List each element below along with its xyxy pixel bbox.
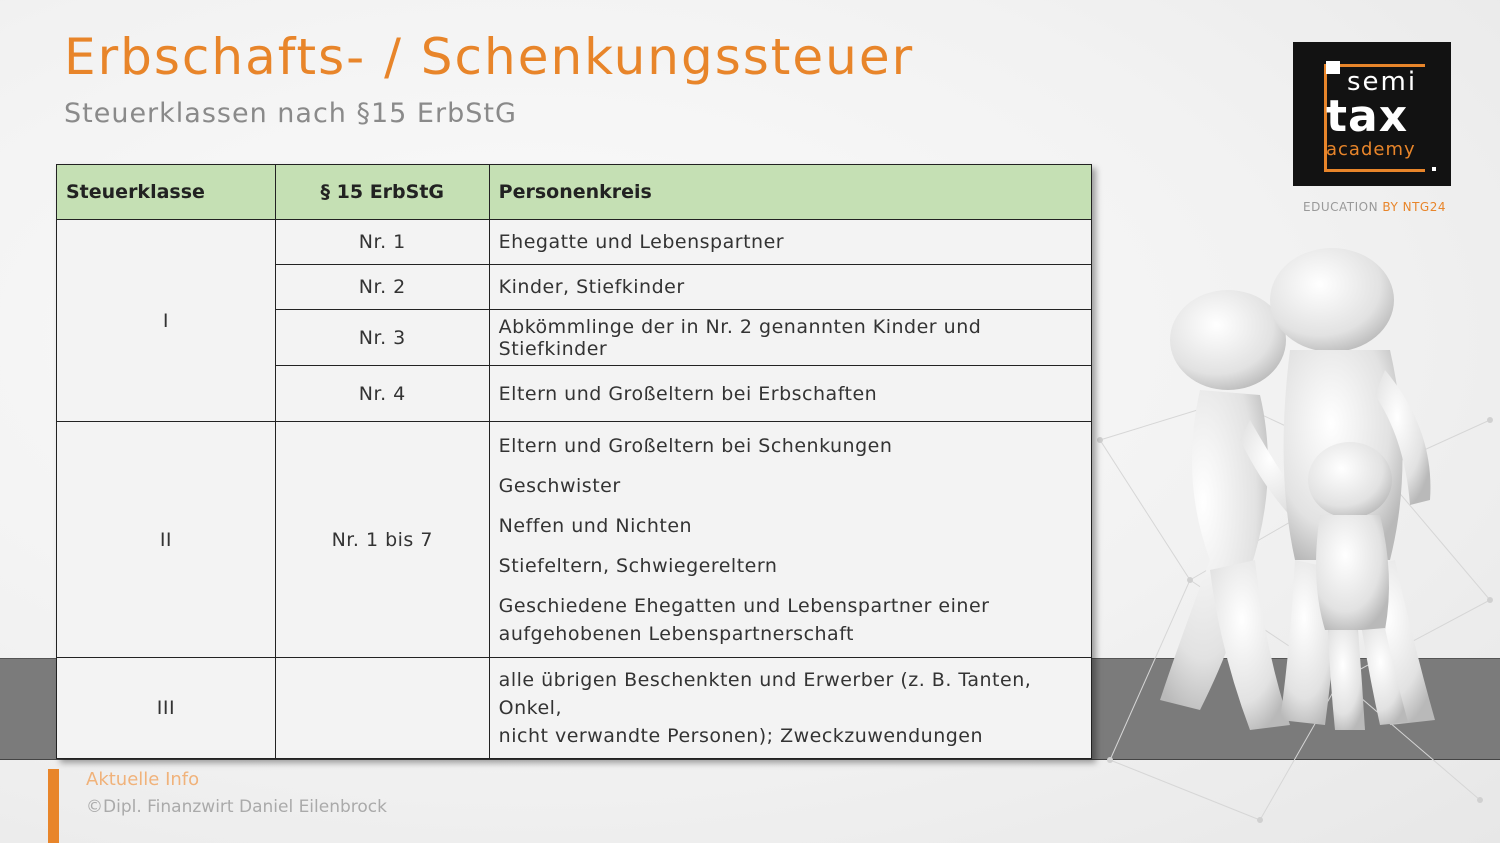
person-group: aufgehobenen Lebenspartnerschaft <box>498 622 854 645</box>
logo-semi-text: semi <box>1347 67 1418 97</box>
person-group: Neffen und Nichten <box>498 514 693 537</box>
logo-academy-text: academy <box>1326 139 1416 160</box>
semitax-logo <box>1293 42 1451 186</box>
table-row <box>57 220 1092 265</box>
footer-copyright: ©Dipl. Finanzwirt Daniel Eilenbrock <box>86 797 387 817</box>
paragraph-cell <box>275 658 489 759</box>
table-header-row <box>57 165 1092 220</box>
paragraph-cell: Nr. 2 <box>275 265 489 310</box>
footer-accent-bar <box>48 769 59 843</box>
persons-cell <box>489 658 1091 759</box>
paragraph-cell: Nr. 1 <box>275 220 489 265</box>
logo-square <box>1326 61 1340 74</box>
tagline-suffix: BY NTG24 <box>1382 200 1446 214</box>
person-group: Geschiedene Ehegatten und Lebenspartner einer <box>498 594 990 617</box>
footer-info-label: Aktuelle Info <box>86 769 200 790</box>
persons-cell <box>489 422 1091 658</box>
header-steuerklasse: Steuerklasse <box>57 165 276 220</box>
person-group: alle übrigen Beschenkten und Erwerber (z. B. Tanten, Onkel, <box>498 669 1032 719</box>
person-group: Stiefeltern, Schwiegereltern <box>498 554 778 577</box>
paragraph-cell: Nr. 1 bis 7 <box>275 422 489 658</box>
paragraph-cell: Nr. 4 <box>275 366 489 422</box>
header-personenkreis: Personenkreis <box>489 165 1091 220</box>
page-subtitle: Steuerklassen nach §15 ErbStG <box>64 98 517 129</box>
tax-class-table <box>56 164 1092 759</box>
page-title: Erbschafts- / Schenkungssteuer <box>64 28 915 86</box>
logo-tax-text: tax <box>1326 91 1409 142</box>
logo-tagline <box>1303 200 1446 214</box>
logo-dot <box>1432 167 1436 171</box>
tagline-prefix: EDUCATION <box>1303 200 1379 214</box>
table-row <box>57 422 1092 658</box>
class-1-cell: I <box>57 220 276 422</box>
persons-cell: Abkömmlinge der in Nr. 2 genannten Kinder und Stiefkinder <box>489 310 1091 366</box>
person-group: Eltern und Großeltern bei Schenkungen <box>498 434 893 457</box>
family-figures-illustration <box>1140 230 1500 760</box>
paragraph-cell: Nr. 3 <box>275 310 489 366</box>
person-group: nicht verwandte Personen); Zweckzuwendungen <box>498 725 984 747</box>
person-group: Geschwister <box>498 474 621 497</box>
class-2-cell: II <box>57 422 276 658</box>
persons-cell: Kinder, Stiefkinder <box>489 265 1091 310</box>
header-paragraph: § 15 ErbStG <box>275 165 489 220</box>
class-3-cell: III <box>57 658 276 759</box>
table-row <box>57 658 1092 759</box>
persons-cell: Ehegatte und Lebenspartner <box>489 220 1091 265</box>
persons-cell: Eltern und Großeltern bei Erbschaften <box>489 366 1091 422</box>
